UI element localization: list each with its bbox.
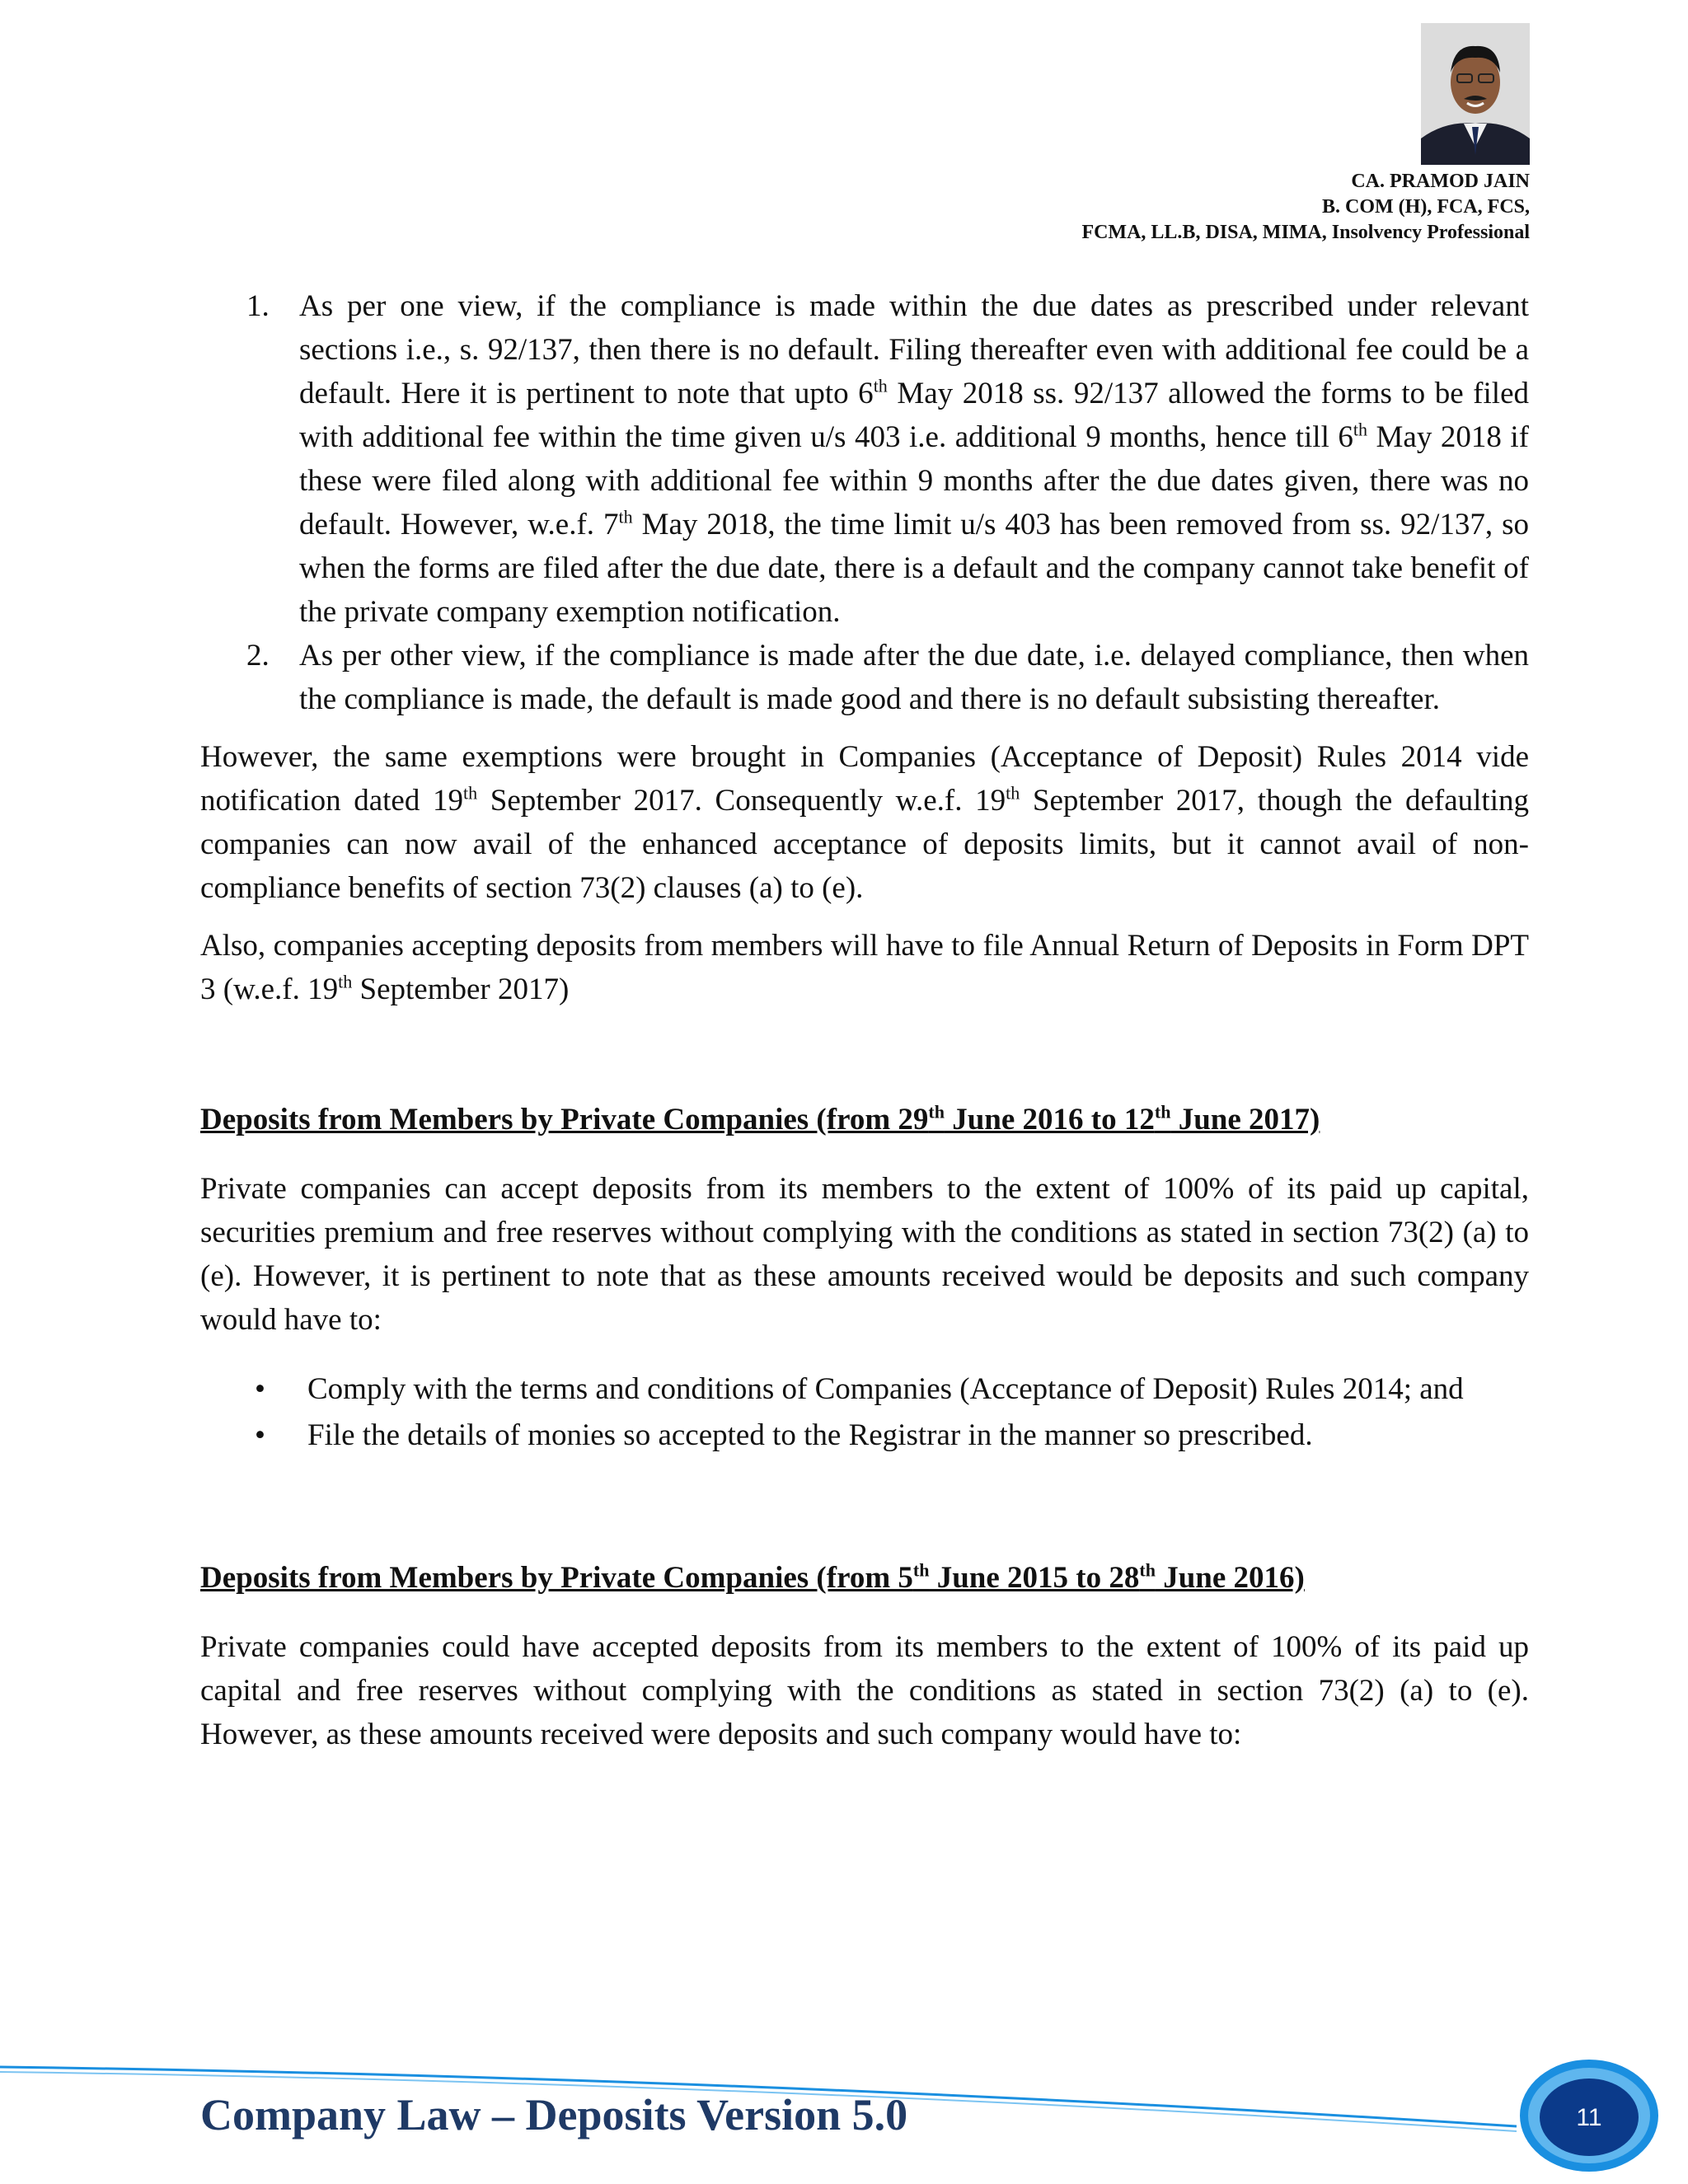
author-qualifications-1: B. COM (H), FCA, FCS, bbox=[1322, 196, 1530, 218]
bullet-text: File the details of monies so accepted to the Registrar in the manner so prescribed. bbox=[307, 1418, 1313, 1452]
section-heading: Deposits from Members by Private Companies (from 5th June 2015 to 28th June 2016) bbox=[200, 1559, 1305, 1595]
bullet-item bbox=[200, 1367, 1529, 1411]
bullet-text: Comply with the terms and conditions of Companies (Acceptance of Deposit) Rules 2014; and bbox=[307, 1372, 1464, 1406]
main-content bbox=[200, 284, 1529, 1756]
author-block bbox=[1081, 169, 1530, 246]
footer-title: Company Law – Deposits Version 5.0 bbox=[200, 2090, 908, 2139]
section-paragraph: Private companies can accept deposits from its members to the extent of 100% of its paid up capital, securities premium and free reserves without complying with the conditions as stated in section 73(2) (a) to (e). However, it is pertinent to note that as these amounts received would be deposits and such company would have to: bbox=[200, 1172, 1529, 1337]
author-qualifications-2: FCMA, LL.B, DISA, MIMA, Insolvency Professional bbox=[1081, 222, 1530, 243]
list-number: 2. bbox=[246, 639, 270, 673]
numbered-list bbox=[200, 284, 1529, 721]
paragraph-also: Also, companies accepting deposits from members will have to file Annual Return of Deposits in Form DPT 3 (w.e.f. 19th September 2017) bbox=[200, 929, 1529, 1006]
list-text: As per other view, if the compliance is made after the due date, i.e. delayed compliance, then when the compliance is made, the default is made good and there is no default subsisting thereafter. bbox=[299, 639, 1529, 716]
list-number: 1. bbox=[246, 289, 270, 323]
paragraph-however: However, the same exemptions were brought in Companies (Acceptance of Deposit) Rules 2014 vide notification dated 19th September 2017. Consequently w.e.f. 19th September 2017, though the defaulting companies can now avail of the enhanced acceptance of deposits limits, but it cannot avail of non-compliance benefits of section 73(2) clauses (a) to (e). bbox=[200, 740, 1529, 905]
bullet-icon: • bbox=[255, 1418, 265, 1452]
list-text: As per one view, if the compliance is made within the due dates as prescribed under relevant sections i.e., s. 92/137, then there is no default. Filing thereafter even with additional fee could be a default. Here it is pertinent to note that upto 6th May 2018 ss. 92/137 allowed the forms to be filed with additional fee within the time given u/s 403 i.e. additional 9 months, hence till 6th May 2018 if these were filed along with additional fee within 9 months after the due dates given, there was no default. However, w.e.f. 7th May 2018, the time limit u/s 403 has been removed from ss. 92/137, so when the forms are filed after the due date, there is a default and the company cannot take benefit of the private company exemption notification. bbox=[299, 289, 1529, 629]
author-name: CA. PRAMOD JAIN bbox=[1351, 171, 1530, 192]
portrait-image bbox=[1421, 23, 1530, 165]
list-item bbox=[200, 284, 1529, 634]
list-item bbox=[200, 634, 1529, 721]
bullet-icon: • bbox=[255, 1372, 265, 1406]
section-paragraph: Private companies could have accepted deposits from its members to the extent of 100% of its paid up capital and free reserves without complying with the conditions as stated in section 73(2) (a) to (e). However, as these amounts received were deposits and such company would have to: bbox=[200, 1630, 1529, 1751]
section-heading: Deposits from Members by Private Companies (from 29th June 2016 to 12th June 2017) bbox=[200, 1101, 1320, 1137]
bullet-item bbox=[200, 1413, 1529, 1457]
author-photo bbox=[1421, 23, 1530, 165]
bullet-list bbox=[200, 1367, 1529, 1457]
page-number: 11 bbox=[1576, 2104, 1602, 2131]
